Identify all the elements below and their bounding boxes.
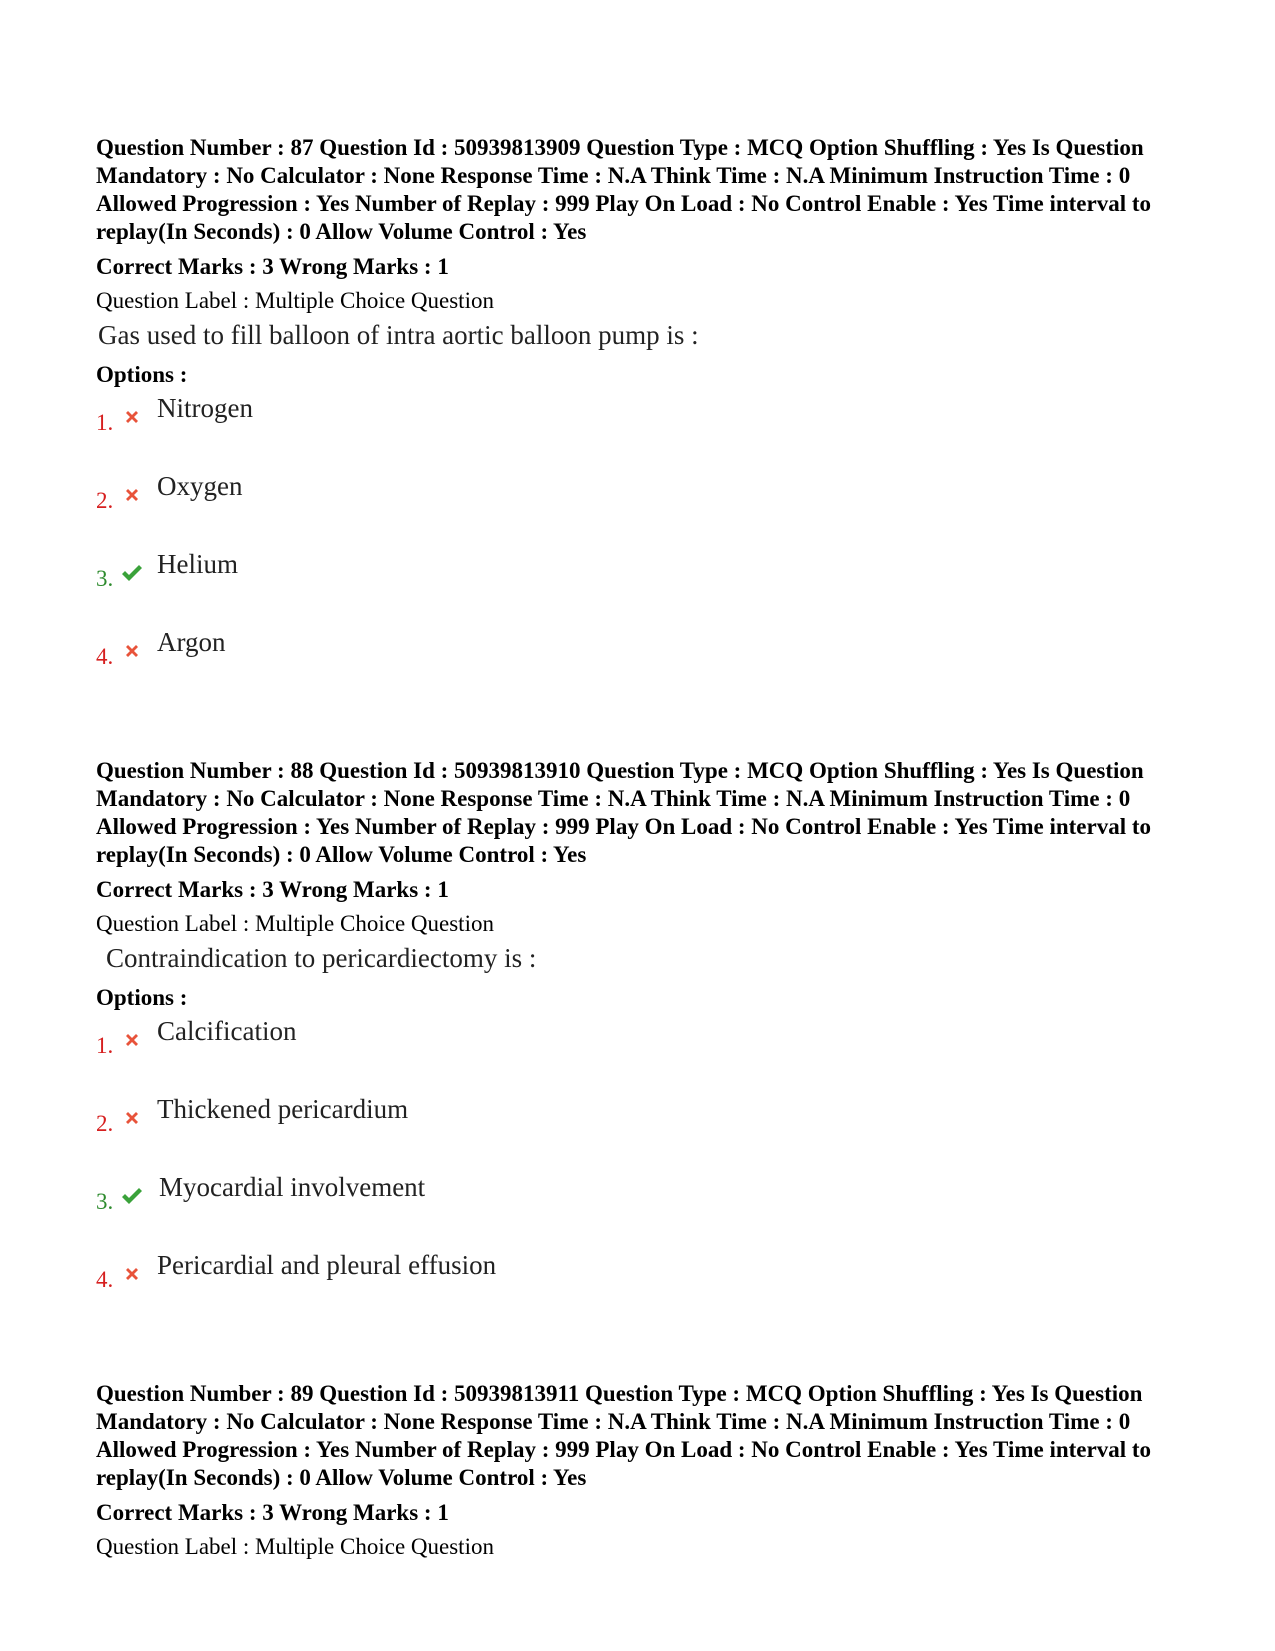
question-paper — [96, 134, 1186, 1561]
question-marks: Correct Marks : 3 Wrong Marks : 1 — [96, 1500, 449, 1525]
option-1 — [96, 1014, 1186, 1092]
option-3 — [96, 547, 1186, 625]
question-meta: Question Number : 89 Question Id : 50939813911 Question Type : MCQ Option Shuffling : Yes Is Question Mandatory : No Calculator : None Response Time : N.A Think Time : N.A Minimum Instruction Time : 0 Allowed Progression : Yes Number of Replay : 999 Play On Load : No Control Enable : Yes Time interval to replay(In Seconds) : 0 Allow Volume Control : Yes — [96, 1381, 1152, 1490]
option-number: 3. — [96, 1189, 114, 1214]
cross-icon — [122, 1030, 142, 1050]
option-2 — [96, 1092, 1186, 1170]
question-label: Question Label : Multiple Choice Question — [96, 911, 494, 936]
question-marks: Correct Marks : 3 Wrong Marks : 1 — [96, 254, 449, 279]
option-text: Helium — [157, 549, 238, 579]
option-number: 1. — [96, 410, 114, 435]
option-text: Myocardial involvement — [159, 1172, 426, 1202]
option-number: 4. — [96, 1267, 114, 1292]
option-number: 2. — [96, 1111, 114, 1136]
question-gap — [96, 1326, 1186, 1380]
option-number: 4. — [96, 644, 114, 669]
question-87 — [96, 134, 1186, 703]
question-text: Gas used to fill balloon of intra aortic balloon pump is : — [98, 320, 699, 350]
question-meta: Question Number : 88 Question Id : 50939813910 Question Type : MCQ Option Shuffling : Yes Is Question Mandatory : No Calculator : None Response Time : N.A Think Time : N.A Minimum Instruction Time : 0 Allowed Progression : Yes Number of Replay : 999 Play On Load : No Control Enable : Yes Time interval to replay(In Seconds) : 0 Allow Volume Control : Yes — [96, 758, 1152, 867]
options-heading: Options : — [96, 985, 188, 1010]
cross-icon — [122, 1264, 142, 1284]
option-3 — [96, 1170, 1186, 1248]
question-89 — [96, 1380, 1186, 1561]
option-text: Thickened pericardium — [157, 1094, 409, 1124]
option-number: 2. — [96, 488, 114, 513]
option-list — [96, 1014, 1186, 1326]
cross-icon — [122, 1108, 142, 1128]
question-label: Question Label : Multiple Choice Question — [96, 1534, 494, 1559]
option-text: Oxygen — [157, 471, 243, 501]
question-text: Contraindication to pericardiectomy is : — [106, 943, 537, 973]
option-list — [96, 391, 1186, 703]
cross-icon — [122, 407, 142, 427]
check-icon — [120, 563, 144, 583]
cross-icon — [122, 641, 142, 661]
question-marks: Correct Marks : 3 Wrong Marks : 1 — [96, 877, 449, 902]
option-2 — [96, 469, 1186, 547]
question-label: Question Label : Multiple Choice Question — [96, 288, 494, 313]
option-text: Pericardial and pleural effusion — [157, 1250, 497, 1280]
check-icon — [120, 1186, 144, 1206]
option-1 — [96, 391, 1186, 469]
option-text: Calcification — [157, 1016, 297, 1046]
option-number: 3. — [96, 566, 114, 591]
option-text: Nitrogen — [157, 393, 253, 423]
question-88 — [96, 757, 1186, 1326]
question-gap — [96, 703, 1186, 757]
question-meta: Question Number : 87 Question Id : 50939813909 Question Type : MCQ Option Shuffling : Yes Is Question Mandatory : No Calculator : None Response Time : N.A Think Time : N.A Minimum Instruction Time : 0 Allowed Progression : Yes Number of Replay : 999 Play On Load : No Control Enable : Yes Time interval to replay(In Seconds) : 0 Allow Volume Control : Yes — [96, 135, 1152, 244]
option-number: 1. — [96, 1033, 114, 1058]
cross-icon — [122, 485, 142, 505]
option-text: Argon — [157, 627, 226, 657]
options-heading: Options : — [96, 362, 188, 387]
option-4 — [96, 625, 1186, 703]
option-4 — [96, 1248, 1186, 1326]
